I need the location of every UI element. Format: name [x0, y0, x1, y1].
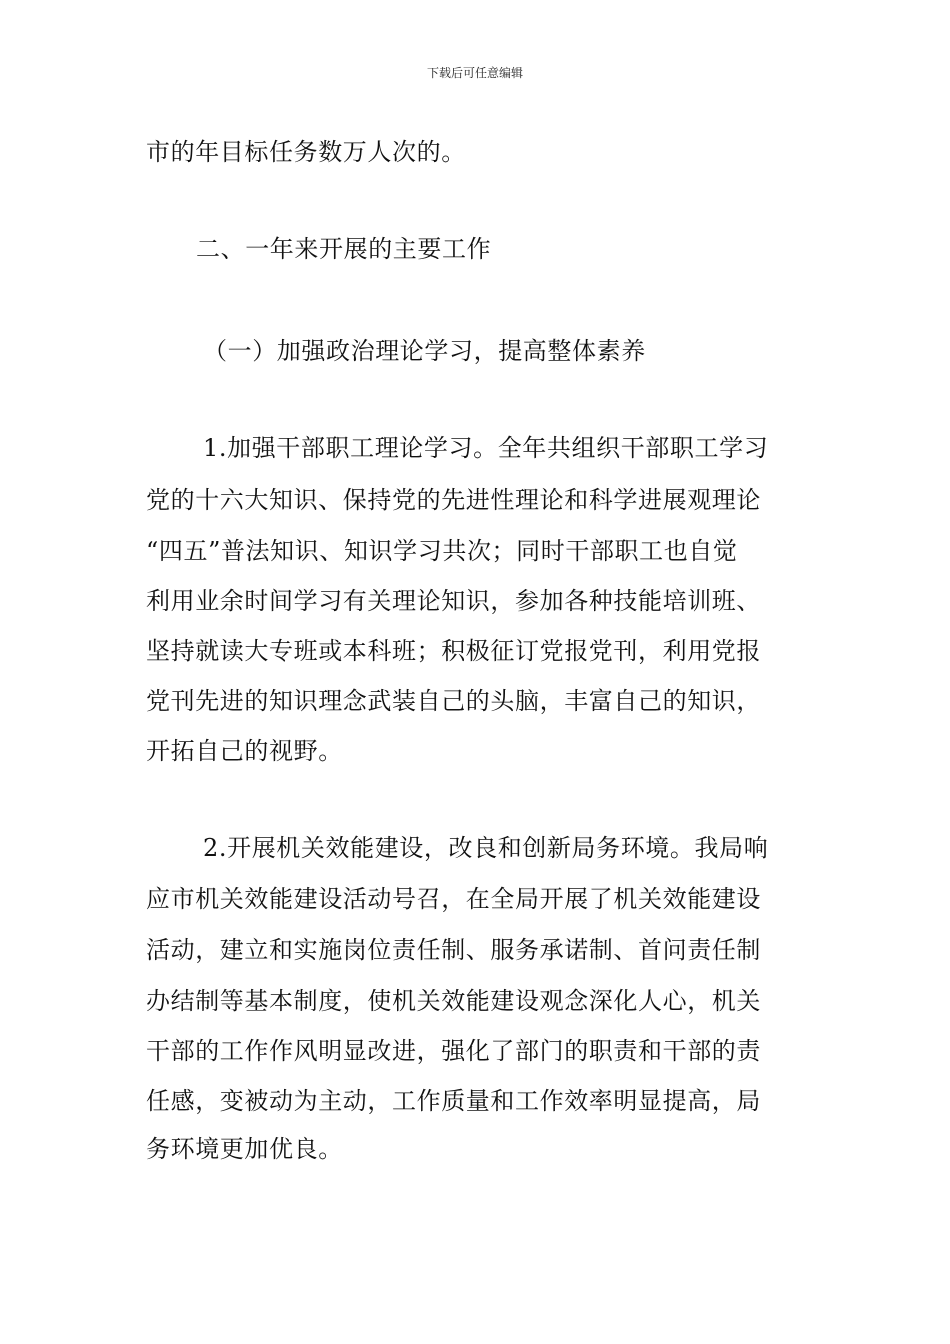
paragraph-line: 务环境更加优良。	[146, 1135, 343, 1163]
section-heading: 二、一年来开展的主要工作	[196, 235, 492, 263]
paragraph-line: “四五”普法知识、知识学习共次；同时干部职工也自觉	[146, 537, 738, 565]
paragraph-line: 2.开展机关效能建设，改良和创新局务环境。我局响	[203, 834, 769, 862]
paragraph-line: 党的十六大知识、保持党的先进性理论和科学进展观理论	[146, 486, 761, 514]
paragraph-line: 1.加强干部职工理论学习。全年共组织干部职工学习	[203, 434, 769, 462]
paragraph-line: 利用业余时间学习有关理论知识，参加各种技能培训班、	[146, 587, 761, 615]
paragraph-line: 坚持就读大专班或本科班；积极征订党报党刊，利用党报	[146, 637, 761, 665]
paragraph-line: 办结制等基本制度，使机关效能建设观念深化人心，机关	[146, 987, 761, 1015]
paragraph-line: 党刊先进的知识理念武装自己的头脑，丰富自己的知识，	[146, 687, 761, 715]
subsection-heading: （一）加强政治理论学习，提高整体素养	[203, 337, 646, 365]
paragraph-line: 应市机关效能建设活动号召，在全局开展了机关效能建设	[146, 885, 761, 913]
paragraph-line: 干部的工作作风明显改进，强化了部门的职责和干部的责	[146, 1037, 761, 1065]
intro-line: 市的年目标任务数万人次的。	[146, 138, 466, 166]
paragraph-line: 开拓自己的视野。	[146, 737, 343, 765]
paragraph-line: 活动，建立和实施岗位责任制、服务承诺制、首问责任制	[146, 936, 761, 964]
paragraph-line: 任感，变被动为主动，工作质量和工作效率明显提高，局	[146, 1087, 761, 1115]
page-header-note: 下载后可任意编辑	[426, 66, 523, 80]
